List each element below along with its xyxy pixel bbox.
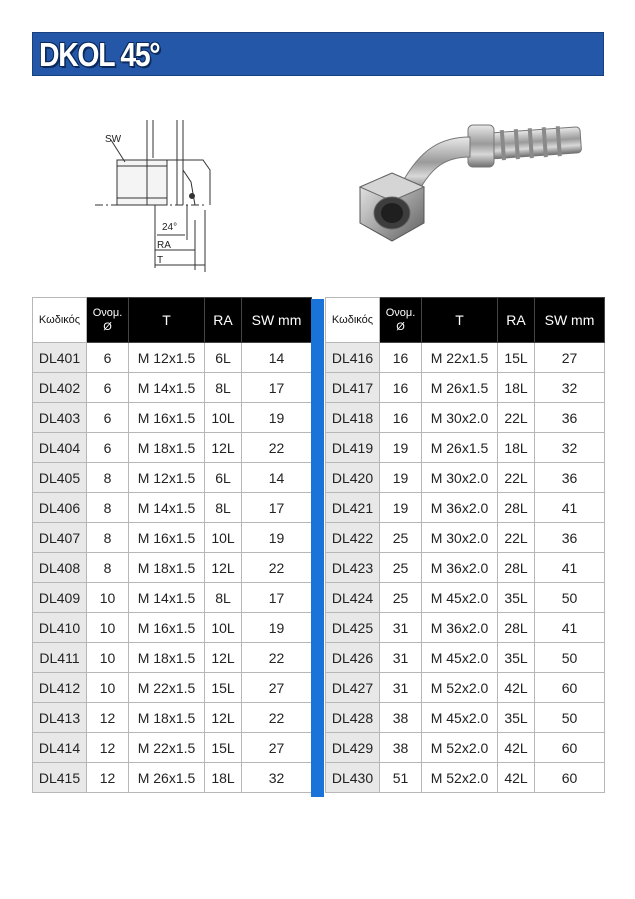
table-row: [326, 463, 605, 493]
ra-cell: 15L: [498, 343, 535, 373]
code-cell: DL403: [33, 403, 87, 433]
sw-cell: 32: [535, 373, 605, 403]
code-cell: DL414: [33, 733, 87, 763]
ra-cell: 22L: [498, 403, 535, 433]
ra-cell: 18L: [498, 433, 535, 463]
ra-cell: 8L: [205, 493, 242, 523]
nominal-cell: 10: [87, 583, 129, 613]
ra-cell: 6L: [205, 463, 242, 493]
ra-cell: 42L: [498, 733, 535, 763]
sw-cell: 50: [535, 643, 605, 673]
ra-cell: 8L: [205, 583, 242, 613]
thread-cell: M 16x1.5: [129, 523, 205, 553]
table-row: [326, 523, 605, 553]
nominal-cell: 38: [380, 703, 422, 733]
thread-cell: M 22x1.5: [422, 343, 498, 373]
code-cell: DL427: [326, 673, 380, 703]
nominal-cell: 19: [380, 493, 422, 523]
column-header-sw: SW mm: [242, 298, 312, 343]
sw-cell: 22: [242, 643, 312, 673]
thread-cell: M 18x1.5: [129, 553, 205, 583]
column-header-nominal: [380, 298, 422, 343]
code-cell: DL423: [326, 553, 380, 583]
thread-cell: M 22x1.5: [129, 673, 205, 703]
nominal-cell: 6: [87, 433, 129, 463]
thread-cell: M 14x1.5: [129, 493, 205, 523]
nominal-cell: 10: [87, 613, 129, 643]
table-row: [326, 673, 605, 703]
code-cell: DL409: [33, 583, 87, 613]
code-cell: DL415: [33, 763, 87, 793]
table-row: [326, 553, 605, 583]
sw-cell: 60: [535, 673, 605, 703]
nominal-cell: 31: [380, 643, 422, 673]
product-image: [340, 95, 600, 270]
sw-cell: 60: [535, 763, 605, 793]
code-cell: DL408: [33, 553, 87, 583]
thread-cell: M 36x2.0: [422, 493, 498, 523]
table-row: [326, 343, 605, 373]
nominal-cell: 12: [87, 763, 129, 793]
thread-cell: M 52x2.0: [422, 733, 498, 763]
nominal-cell: 16: [380, 403, 422, 433]
table-row: [33, 463, 312, 493]
nominal-cell: 51: [380, 763, 422, 793]
thread-cell: M 18x1.5: [129, 643, 205, 673]
nominal-header-line2: Ø: [396, 321, 405, 333]
fittings-table-left: [32, 297, 312, 793]
sw-cell: 19: [242, 523, 312, 553]
ra-cell: 35L: [498, 583, 535, 613]
table-row: [33, 583, 312, 613]
angle-label: 24°: [162, 222, 178, 233]
column-header-code: Κωδικός: [33, 298, 87, 343]
table-row: [33, 613, 312, 643]
code-cell: DL425: [326, 613, 380, 643]
thread-cell: M 14x1.5: [129, 583, 205, 613]
nominal-cell: 12: [87, 703, 129, 733]
thread-cell: M 12x1.5: [129, 343, 205, 373]
sw-cell: 50: [535, 703, 605, 733]
fittings-table-right: [325, 297, 605, 793]
table-row: [33, 403, 312, 433]
ra-cell: 28L: [498, 553, 535, 583]
thread-cell: M 36x2.0: [422, 553, 498, 583]
table-row: [326, 583, 605, 613]
nominal-cell: 8: [87, 493, 129, 523]
code-cell: DL429: [326, 733, 380, 763]
nominal-cell: 8: [87, 553, 129, 583]
thread-cell: M 30x2.0: [422, 403, 498, 433]
nominal-cell: 31: [380, 673, 422, 703]
nominal-cell: 8: [87, 463, 129, 493]
sw-cell: 22: [242, 703, 312, 733]
table-row: [326, 373, 605, 403]
thread-cell: M 45x2.0: [422, 583, 498, 613]
ra-cell: 22L: [498, 523, 535, 553]
thread-cell: M 52x2.0: [422, 763, 498, 793]
ra-cell: 42L: [498, 673, 535, 703]
nominal-cell: 19: [380, 463, 422, 493]
thread-cell: M 26x1.5: [129, 763, 205, 793]
ra-cell: 42L: [498, 763, 535, 793]
table-row: [33, 343, 312, 373]
sw-cell: 27: [535, 343, 605, 373]
sw-cell: 32: [535, 433, 605, 463]
thread-cell: M 16x1.5: [129, 403, 205, 433]
thread-cell: M 18x1.5: [129, 703, 205, 733]
ra-cell: 35L: [498, 643, 535, 673]
page-title: DKOL 45°: [39, 36, 160, 73]
nominal-cell: 25: [380, 583, 422, 613]
title-banner: [32, 32, 604, 76]
table-header-row: [326, 298, 605, 343]
table-row: [33, 493, 312, 523]
thread-cell: M 26x1.5: [422, 373, 498, 403]
ra-cell: 22L: [498, 463, 535, 493]
column-header-nominal: [87, 298, 129, 343]
column-header-t: T: [129, 298, 205, 343]
code-cell: DL418: [326, 403, 380, 433]
code-cell: DL407: [33, 523, 87, 553]
nominal-cell: 19: [380, 433, 422, 463]
ra-cell: 8L: [205, 373, 242, 403]
nominal-cell: 16: [380, 343, 422, 373]
code-cell: DL402: [33, 373, 87, 403]
sw-cell: 27: [242, 733, 312, 763]
sw-cell: 36: [535, 403, 605, 433]
table-row: [33, 673, 312, 703]
sw-cell: 41: [535, 613, 605, 643]
ra-cell: 6L: [205, 343, 242, 373]
sw-cell: 60: [535, 733, 605, 763]
nominal-cell: 6: [87, 403, 129, 433]
code-cell: DL424: [326, 583, 380, 613]
thread-cell: M 30x2.0: [422, 463, 498, 493]
sw-cell: 17: [242, 493, 312, 523]
sw-cell: 19: [242, 613, 312, 643]
nominal-cell: 38: [380, 733, 422, 763]
sw-cell: 41: [535, 553, 605, 583]
table-row: [326, 613, 605, 643]
table-row: [33, 643, 312, 673]
table-row: [33, 703, 312, 733]
nominal-cell: 25: [380, 553, 422, 583]
nominal-cell: 16: [380, 373, 422, 403]
sw-cell: 14: [242, 343, 312, 373]
ra-cell: 15L: [205, 733, 242, 763]
thread-cell: M 52x2.0: [422, 673, 498, 703]
column-header-ra: RA: [205, 298, 242, 343]
thread-cell: M 18x1.5: [129, 433, 205, 463]
sw-cell: 36: [535, 523, 605, 553]
ra-cell: 15L: [205, 673, 242, 703]
code-cell: DL417: [326, 373, 380, 403]
thread-cell: M 45x2.0: [422, 643, 498, 673]
nominal-cell: 6: [87, 373, 129, 403]
table-row: [33, 763, 312, 793]
thread-cell: M 22x1.5: [129, 733, 205, 763]
code-cell: DL428: [326, 703, 380, 733]
code-cell: DL421: [326, 493, 380, 523]
sw-cell: 22: [242, 553, 312, 583]
thread-cell: M 16x1.5: [129, 613, 205, 643]
code-cell: DL411: [33, 643, 87, 673]
sw-cell: 32: [242, 763, 312, 793]
sw-cell: 17: [242, 583, 312, 613]
code-cell: DL406: [33, 493, 87, 523]
table-row: [326, 433, 605, 463]
table-row: [326, 493, 605, 523]
table-row: [33, 553, 312, 583]
thread-cell: M 45x2.0: [422, 703, 498, 733]
table-row: [326, 643, 605, 673]
ra-cell: 18L: [205, 763, 242, 793]
sw-label: SW: [105, 134, 122, 145]
ra-cell: 10L: [205, 403, 242, 433]
column-header-t: T: [422, 298, 498, 343]
sw-cell: 19: [242, 403, 312, 433]
code-cell: DL426: [326, 643, 380, 673]
nominal-cell: 10: [87, 673, 129, 703]
ra-cell: 12L: [205, 703, 242, 733]
code-cell: DL422: [326, 523, 380, 553]
t-label: T: [157, 255, 164, 266]
code-cell: DL404: [33, 433, 87, 463]
ra-cell: 12L: [205, 643, 242, 673]
thread-cell: M 14x1.5: [129, 373, 205, 403]
nominal-header-line2: Ø: [103, 321, 112, 333]
nominal-header-line1: Ονομ.: [385, 307, 416, 319]
sw-cell: 22: [242, 433, 312, 463]
sw-cell: 27: [242, 673, 312, 703]
nominal-header-line1: Ονομ.: [92, 307, 123, 319]
ra-label: RA: [157, 240, 171, 251]
nominal-cell: 25: [380, 523, 422, 553]
table-row: [326, 403, 605, 433]
code-cell: DL430: [326, 763, 380, 793]
thread-cell: M 30x2.0: [422, 523, 498, 553]
sw-cell: 41: [535, 493, 605, 523]
table-header-row: [33, 298, 312, 343]
nominal-cell: 6: [87, 343, 129, 373]
table-row: [33, 433, 312, 463]
ra-cell: 10L: [205, 613, 242, 643]
code-cell: DL405: [33, 463, 87, 493]
nominal-cell: 10: [87, 643, 129, 673]
nominal-cell: 12: [87, 733, 129, 763]
code-cell: DL419: [326, 433, 380, 463]
ra-cell: 12L: [205, 553, 242, 583]
ra-cell: 28L: [498, 613, 535, 643]
code-cell: DL416: [326, 343, 380, 373]
technical-drawing: [95, 110, 225, 275]
table-row: [326, 763, 605, 793]
table-row: [33, 523, 312, 553]
table-divider: [311, 299, 324, 797]
thread-cell: M 26x1.5: [422, 433, 498, 463]
column-header-ra: RA: [498, 298, 535, 343]
table-row: [326, 703, 605, 733]
table-row: [33, 733, 312, 763]
nominal-cell: 8: [87, 523, 129, 553]
ra-cell: 28L: [498, 493, 535, 523]
sw-cell: 50: [535, 583, 605, 613]
table-row: [326, 733, 605, 763]
sw-cell: 14: [242, 463, 312, 493]
thread-cell: M 12x1.5: [129, 463, 205, 493]
sw-cell: 17: [242, 373, 312, 403]
code-cell: DL413: [33, 703, 87, 733]
thread-cell: M 36x2.0: [422, 613, 498, 643]
column-header-sw: SW mm: [535, 298, 605, 343]
ra-cell: 35L: [498, 703, 535, 733]
table-row: [33, 373, 312, 403]
column-header-code: Κωδικός: [326, 298, 380, 343]
nominal-cell: 31: [380, 613, 422, 643]
sw-cell: 36: [535, 463, 605, 493]
code-cell: DL420: [326, 463, 380, 493]
ra-cell: 10L: [205, 523, 242, 553]
code-cell: DL410: [33, 613, 87, 643]
code-cell: DL412: [33, 673, 87, 703]
ra-cell: 18L: [498, 373, 535, 403]
code-cell: DL401: [33, 343, 87, 373]
ra-cell: 12L: [205, 433, 242, 463]
